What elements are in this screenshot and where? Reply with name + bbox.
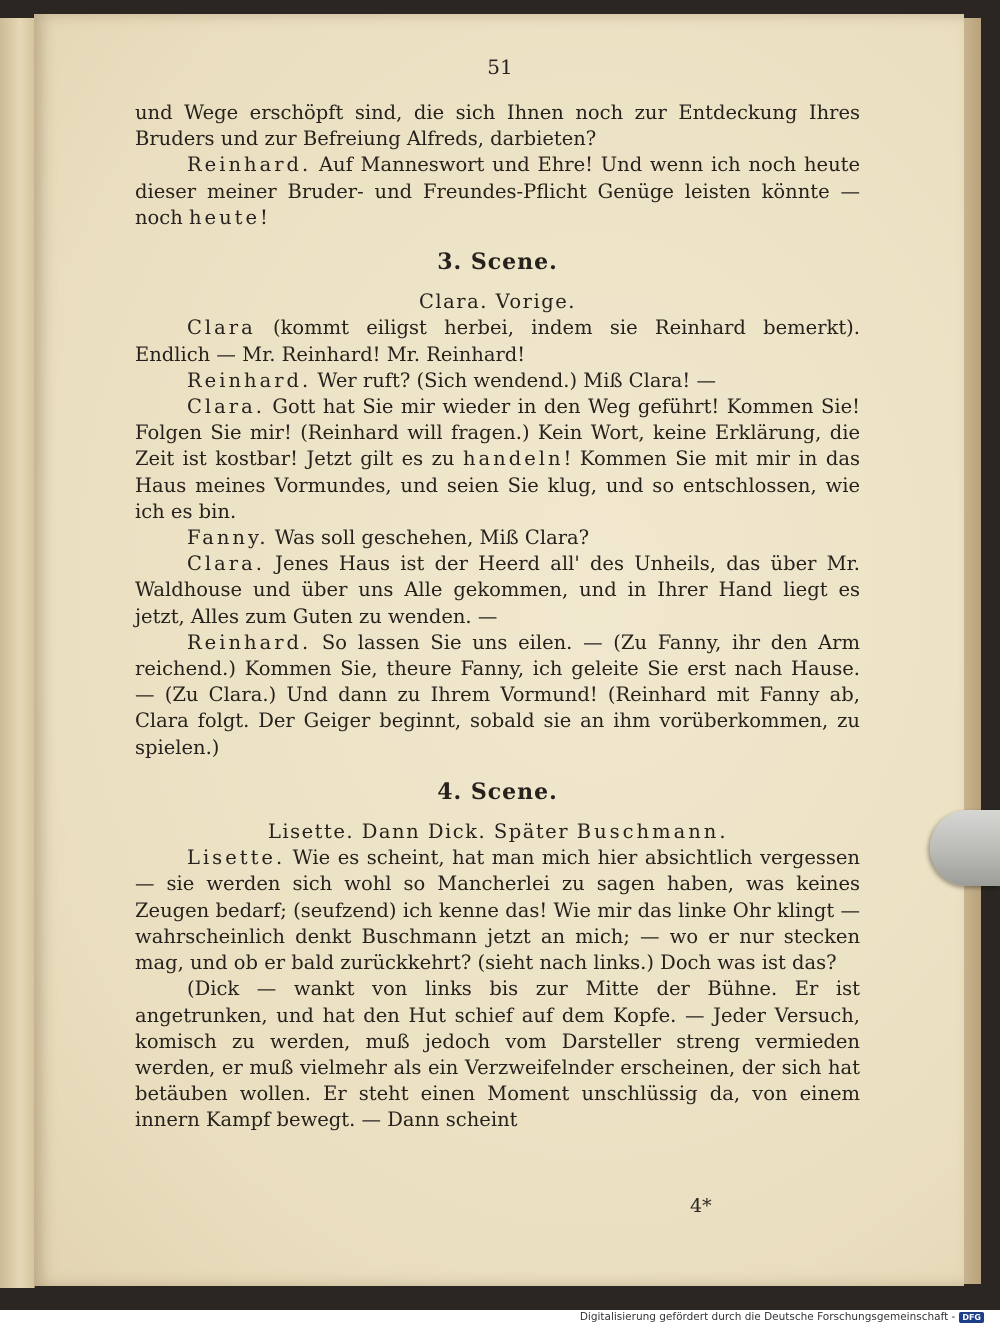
speaker-name: Reinhard. — [187, 368, 312, 392]
cast-line — [135, 819, 860, 845]
paragraph — [135, 551, 860, 630]
paragraph — [135, 525, 860, 551]
speech-text: (kommt eiligst herbei, indem sie Reinhard bemerkt). Endlich — Mr. Reinhard! Mr. Reinhard! — [135, 316, 860, 366]
speech-text: So lassen Sie uns eilen. — (Zu Fanny, ihr den Arm reichend.) Kommen Sie, theure Fanny, ich geleite Sie erst nach Hause. — (Zu Clara.) Und dann zu Ihrem Vormund! (Reinhard mit Fanny ab, Clara folgt. Der Geiger beginnt, sobald sie an ihm vorüberkommen, zu spielen.) — [135, 630, 860, 759]
speech-text: ! Kommen Sie mit mir in das Haus meines Vormundes, und seien Sie klug, und so entschlossen, wie ich es bin. — [135, 447, 860, 523]
paragraph — [135, 100, 860, 152]
left-page-edge — [0, 18, 35, 1288]
footer-credit — [580, 1311, 984, 1323]
page-clip-icon — [930, 810, 1000, 886]
speech-text: Wer ruft? (Sich wendend.) Miß Clara! — — [311, 368, 716, 392]
dfg-logo: DFG — [959, 1312, 984, 1323]
paragraph — [135, 315, 860, 367]
speech-text: Auf Manneswort und Ehre! Und wenn ich noch heute dieser meiner Bruder- und Freundes-Pflicht Genüge leisten könnte — noch — [135, 153, 860, 229]
paragraph — [135, 845, 860, 976]
text-line: und Wege erschöpft sind, die sich Ihnen noch zur Entdeckung Ihres Bruders und zur Befreiung Alfreds, darbieten? — [135, 101, 860, 151]
emphasis: heute — [188, 205, 261, 229]
speaker-name: Clara. — [187, 395, 265, 419]
cast-line: Clara. Vorige. — [419, 290, 576, 314]
paragraph — [135, 394, 860, 525]
speaker-name: Lisette. — [187, 846, 286, 870]
speech-text: Wie es scheint, hat man mich hier absichtlich vergessen — sie werden sich wohl so Mancherlei zu sagen haben, was keines Zeugen bedarf; (seufzend) ich kenne das! Wie mir das linke Ohr klingt — wahrscheinlich denkt Buschmann jetzt an mich; — wo er nur stecken mag, und ob er bald zurückkehrt? (sieht nach links.) Doch was ist das? — [135, 846, 860, 975]
emphasis: handeln — [462, 447, 564, 471]
cast-text: . — [719, 820, 728, 844]
paragraph — [135, 152, 860, 231]
speaker-name: Clara — [187, 316, 256, 340]
speaker-name: Reinhard. — [187, 153, 312, 177]
speaker-name: Clara. — [187, 552, 265, 576]
scene-heading: 3. Scene. — [437, 249, 558, 276]
speech-text: Jenes Haus ist der Heerd all' des Unheils, das über Mr. Waldhouse und über uns Alle gekommen, und in Ihrer Hand liegt es jetzt, Alles zum Guten zu wenden. — — [135, 552, 860, 628]
page-number: 51 — [487, 55, 513, 79]
speaker-name: Fanny. — [187, 526, 269, 550]
page-body — [135, 100, 860, 1134]
speech-text: Was soll geschehen, Miß Clara? — [268, 526, 590, 550]
scene-heading: 4. Scene. — [437, 778, 558, 805]
cast-text: Lisette. Dann Dick. Später — [267, 820, 577, 844]
paragraph — [135, 630, 860, 761]
stage-direction: (Dick — wankt von links bis zur Mitte der Bühne. Er ist angetrunken, und hat den Hut schief auf dem Kopfe. — Jeder Versuch, komisch zu werden, muß jedoch vom Darsteller streng vermieden werden, er muß vielmehr als ein Verzweifelnder erscheinen, der sich hat betäuben wollen. Er steht einen Moment unschlüssig da, von einem innern Kampf bewegt. — Dann scheint — [135, 977, 860, 1132]
cast-name: Buschmann — [576, 820, 720, 844]
paragraph — [135, 368, 860, 394]
speech-text: ! — [260, 205, 268, 229]
speech-text: Gott hat Sie mir wieder in den Weg geführt! Kommen Sie! Folgen Sie mir! (Reinhard will fragen.) Kein Wort, keine Erklärung, die Zeit ist kostbar! Jetzt gilt es zu — [135, 395, 860, 471]
signature-mark: 4* — [690, 1195, 712, 1217]
credit-text: Digitalisierung gefördert durch die Deutsche Forschungsgemeinschaft - — [579, 1311, 956, 1323]
speaker-name: Reinhard. — [187, 630, 312, 654]
